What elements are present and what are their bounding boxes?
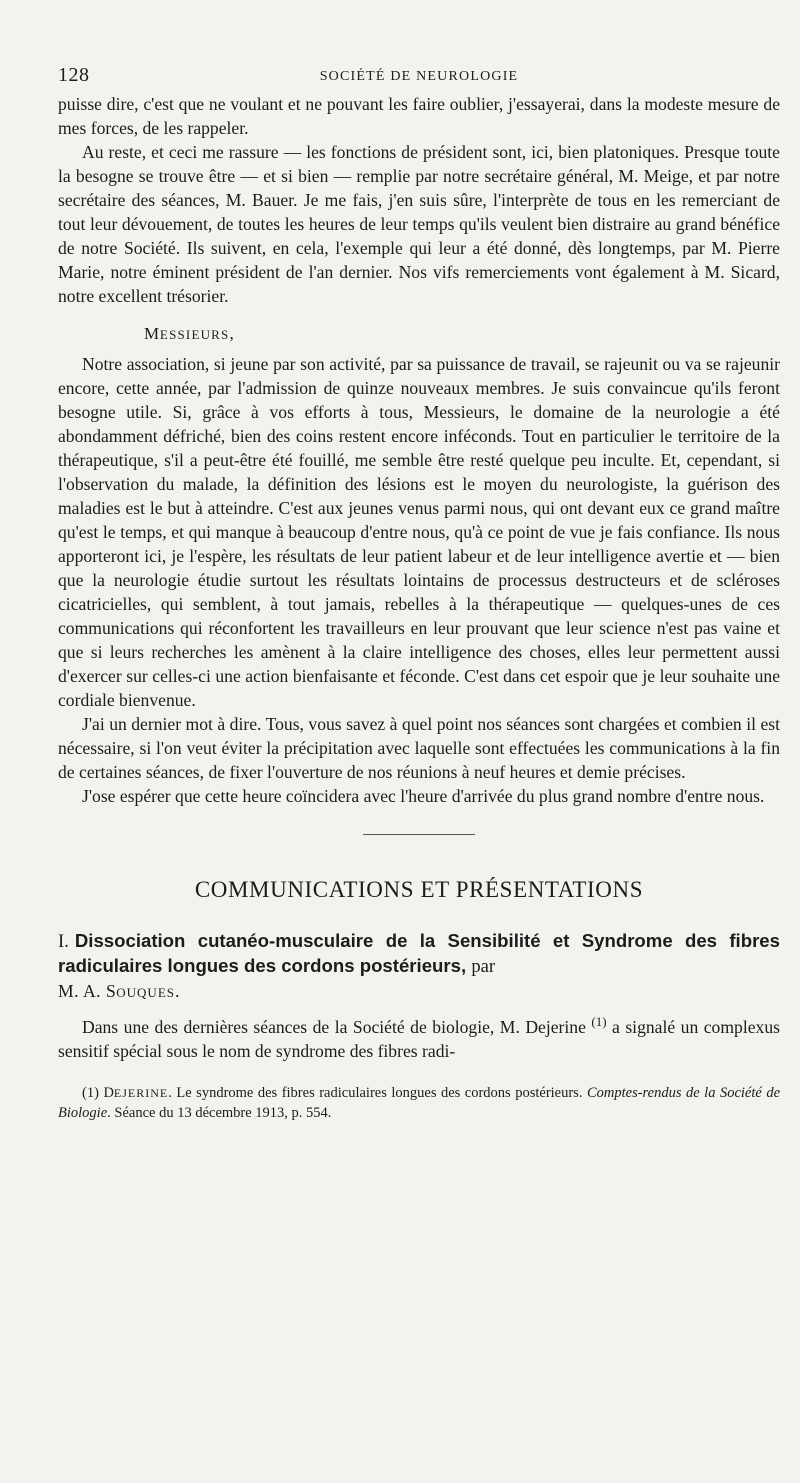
article-body: Dans une des dernières séances de la Société de biologie, M. Dejerine $^{(1)}$ a signalé un complexus sensitif spécial sous le nom de syndrome des fibres radi- xyxy=(58,1014,780,1061)
paragraph-continuation: puisse dire, c'est que ne voulant et ne pouvant les faire oublier, j'essayerai, dans la modeste mesure de mes forces, de les rappeler. xyxy=(58,94,780,138)
section-title: COMMUNICATIONS ET PRÉSENTATIONS xyxy=(194,877,644,902)
footnote-marker: (1) xyxy=(82,1085,99,1101)
footnote-reference[interactable]: (1) xyxy=(591,1014,607,1030)
article-author: M. A. SOUQUES. xyxy=(58,981,180,1001)
article-communication-1 xyxy=(58,929,780,1063)
paragraph-thanks: Au reste, et ceci me rassure — les fonctions de président sont, ici, bien platoniques. Presque toute la besogne se trouve être — et si bien — remplie par notre secrétaire général, M. Meige, et par notre secrétaire des séances, M. Bauer. Je me fais, j'en suis sûre, l'interprète de tous en les remerciant de tout leur dévouement, de toutes les heures de leur temps qu'ils veulent bien distraire au grand bénéfice de notre Société. Ils suivent, en cela, l'exemple qui leur a été donné, dès longtemps, par M. Pierre Marie, notre éminent président de l'an dernier. Nos vifs remerciements vont également à M. Sicard, notre excellent trésorier. xyxy=(58,142,780,306)
footnote-journal: Comptes-rendus de la Société de Biologie xyxy=(58,1085,781,1121)
article-number: I. xyxy=(58,931,69,952)
document-page xyxy=(58,58,780,1123)
article-title-text: Dissociation cutanéo-musculaire de la Sensibilité et Syndrome des fibres radiculaires longues des cordons postérieurs, xyxy=(58,930,780,976)
running-header xyxy=(58,58,780,92)
paragraph-closing: J'ose espérer que cette heure coïncidera avec l'heure d'arrivée du plus grand nombre d'entre nous. xyxy=(82,786,765,806)
section-divider xyxy=(363,834,475,835)
running-title: SOCIÉTÉ DE NEUROLOGIE xyxy=(319,69,519,84)
footnote: (1) DEJERINE. Le syndrome des fibres radiculaires longues des cordons postérieurs. Comptes-rendus de la Société de Biologie. Séance du 13 décembre 1913, p. 554. xyxy=(58,1085,781,1121)
paragraph-association: Notre association, si jeune par son activité, par sa puissance de travail, se rajeunit ou va se rajeunir encore, cette année, par l'admission de quinze nouveaux membres. Je suis convaincue qu'ils feront besogne utile. Si, grâce à vos efforts à tous, Messieurs, le domaine de la neurologie a été abondamment défriché, bien des coins restent encore inféconds. Tout en particulier le territoire de la thérapeutique, s'il a peut-être été fouillé, me semble être resté quelque peu inculte. Et, cependant, si l'observation du malade, la définition des lésions est le moyen du neurologiste, la guérison des maladies est le but à atteindre. C'est aux jeunes venus parmi nous, qui ont devant eux ce grand maître qu'est le temps, et qui manque à beaucoup d'entre nous, qu'à ce point de vue je fais confiance. Ils nous apporteront ici, je l'espère, les résultats de leur patient labeur et de leur intelligence avertie et — bien que la neurologie étudie surtout les résultats lointains de processus destructeurs et de scléroses cicatricielles, qui semblent, à tout jamais, rebelles à la thérapeutique — quelques-unes de ces communications qui réconfortent les travailleurs en leur prouvant que leur science n'est pas vaine et que si leurs recherches les amènent à la claire intelligence des choses, elles leur permettent aussi d'exercer sur celles-ci une action bienfaisante et féconde. C'est dans cet espoir que je leur souhaite une cordiale bienvenue. xyxy=(58,354,780,710)
page-number: 128 xyxy=(58,64,90,86)
article-by: par xyxy=(471,956,496,977)
salutation: MESSIEURS, xyxy=(144,324,235,343)
article-title xyxy=(58,929,780,979)
paragraph-last-word: J'ai un dernier mot à dire. Tous, vous savez à quel point nos séances sont chargées et combien il est nécessaire, si l'on veut éviter la précipitation avec laquelle sont effectuées les communications à la fin de certaines séances, de fixer l'ouverture de nos réunions à neuf heures et demie précises. xyxy=(58,714,780,782)
